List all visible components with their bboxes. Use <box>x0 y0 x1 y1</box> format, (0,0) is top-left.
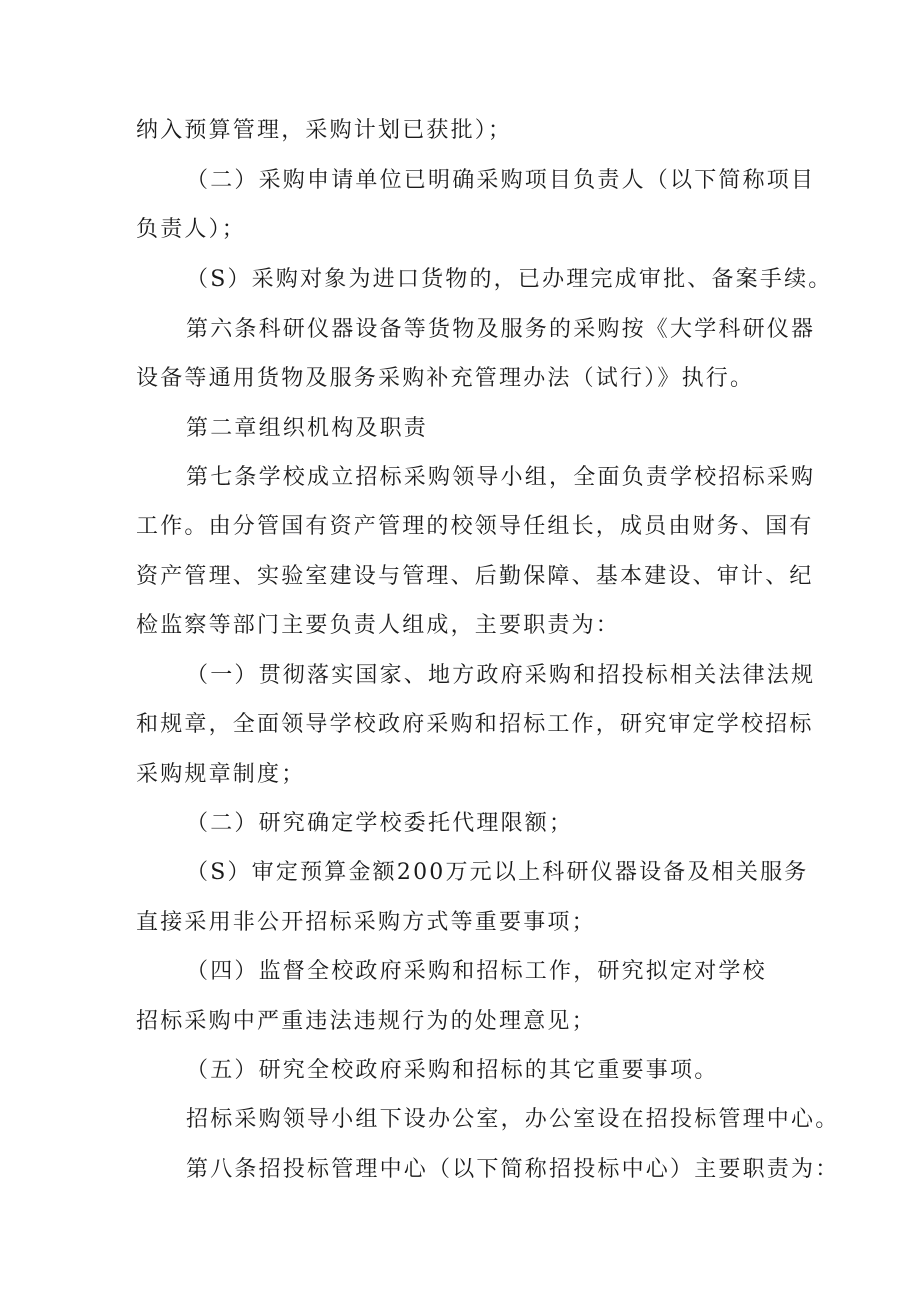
text-line-continuation: 纳入预算管理，采购计划已获批）； <box>136 118 513 143</box>
text-line-office: 招标采购领导小组下设办公室，办公室设在招投标管理中心。 <box>186 1107 840 1132</box>
text-line-item-3: （S）采购对象为进口货物的，已办理完成审批、备案手续。 <box>186 267 833 292</box>
text-line-article-7-cont-3: 检监察等部门主要负责人组成，主要职责为： <box>136 613 621 638</box>
text-line-article-6-cont: 设备等通用货物及服务采购补充管理办法（试行）》执行。 <box>136 366 755 391</box>
text-line-duty-1-cont-2: 采购规章制度； <box>136 762 306 787</box>
text-line-duty-4-cont: 招标采购中严重违法违规行为的处理意见； <box>136 1009 596 1034</box>
chapter-heading: 第二章组织机构及职责 <box>186 416 429 441</box>
text-line-article-6: 第六条科研仪器设备等货物及服务的采购按《大学科研仪器 <box>186 317 816 342</box>
text-line-duty-1-cont-1: 和规章，全面领导学校政府采购和招标工作，研究审定学校招标 <box>136 712 814 737</box>
text-line-article-8: 第八条招投标管理中心（以下简称招投标中心）主要职责为： <box>186 1157 840 1182</box>
text-line-duty-5: （五）研究全校政府采购和招标的其它重要事项。 <box>186 1058 719 1083</box>
text-line-article-7: 第七条学校成立招标采购领导小组，全面负责学校招标采购 <box>186 465 816 490</box>
text-line-item-2-cont: 负责人）； <box>136 217 247 242</box>
text-line-article-7-cont-1: 工作。由分管国有资产管理的校领导任组长，成员由财务、国有 <box>136 514 814 539</box>
text-line-item-2: （二）采购申请单位已明确采购项目负责人（以下简称项目 <box>186 168 816 193</box>
text-line-duty-1: （一）贯彻落实国家、地方政府采购和招投标相关法律法规 <box>186 663 816 688</box>
text-line-duty-2: （二）研究确定学校委托代理限额； <box>186 811 574 836</box>
text-line-duty-3: （S）审定预算金额200万元以上科研仪器设备及相关服务 <box>186 860 809 885</box>
text-line-duty-4: （四）监督全校政府采购和招标工作，研究拟定对学校 <box>186 959 767 984</box>
text-line-duty-3-cont: 直接采用非公开招标采购方式等重要事项； <box>136 910 596 935</box>
text-line-article-7-cont-2: 资产管理、实验室建设与管理、后勤保障、基本建设、审计、纪 <box>136 564 814 589</box>
